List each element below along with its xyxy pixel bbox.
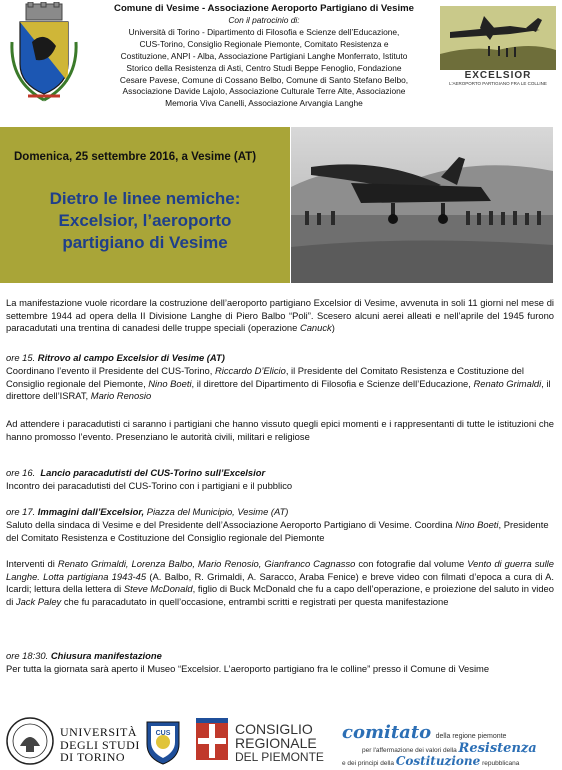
costituzione-word: Costituzione [395,754,481,768]
comitato-word: comitato [342,722,432,743]
patron-line: Memoria Viva Canelli, Associazione Arvangia Langhe [165,98,363,109]
comitato-line [342,754,556,768]
patronage-label: Con il patrocinio di: [228,15,300,25]
consiglio-regionale-name [235,722,324,764]
crp-line: CONSIGLIO [235,721,313,737]
piemonte-flag-icon [193,716,231,766]
operation-name: Canuck [299,322,332,334]
crp-line: DEL PIEMONTE [235,750,324,764]
person-name: Mario Renosio [90,390,152,402]
section-paragraph: Incontro dei paracadutisti del CUS-Torino con i partigiani e il pubblico [6,480,293,491]
section-paragraph: Per tutta la giornata sarà aperto il Museo “Excelsior. L’aeroporto partigiano fra le colline” presso il Comune di Vesime [6,663,490,674]
resistenza-word: Resistenza [458,741,537,756]
patron-line: Università di Torino - Dipartimento di Filosofia e Scienze dell’Educazione, [128,26,400,37]
unito-line: UNIVERSITÀ [60,725,137,739]
text: , il direttore del Dipartimento di Filosofia e Scienze dell’Educazione, [191,377,474,389]
header-block [88,3,440,110]
section-title: Immagini dall’Excelsior, [37,506,145,517]
text: , figlio di Buck McDonald che fu a capo dell’operazione, e proiezione del saluto in video di [6,583,554,608]
text: Interventi di [6,558,58,569]
section-paragraph: Ad attendere i paracadutisti ci saranno i partigiani che hanno vissuto quegli epici momenti e i rappresentanti di tutte le istituzioni che hanno promosso l’evento. Presenziano le autorità civili, militari e religiose [6,418,554,442]
person-name: Jack Paley [15,596,62,608]
intro-text-end: ) [331,322,335,334]
speaker-names: Renato Grimaldi, Lorenza Balbo, Mario Renosio, Gianfranco Cagnasso [57,558,356,569]
person-name: Nino Boeti [148,377,192,389]
patron-line: Associazione Davide Lajolo, Associazione Culturale Terre Alte, Associazione [122,86,406,97]
text: Coordinano l’evento il Presidente del CUS-Torino, [6,365,215,376]
comitato-line: della regione piemonte [435,733,507,740]
section-time: ore 18:30. [6,650,49,661]
unito-line: DEGLI STUDI [60,737,140,752]
event-title-line: Excelsior, l’aeroporto [58,211,232,230]
person-name: Riccardo D’Elicio [214,365,286,376]
header-title: Comune di Vesime - Associazione Aeroporto Partigiano di Vesime [114,3,414,14]
text: (A. Balbo, R. Grimaldi, A. Saracco, Araba Fenice) e breve video con filmati d’epoca a cura di A. Icardi; lettura della lettera di [6,570,555,595]
text: per l'affermazione dei valori della [362,747,457,754]
text: repubblicana [482,760,520,767]
cus-torino-shield-icon [143,716,183,766]
section-heading [6,506,554,519]
section-time: ore 16. [6,467,36,478]
unito-line: DI TORINO [60,750,126,764]
text: che fu paracadutato in quell’occasione, entrambi scritti e registrati per questa manifestazione [61,596,449,608]
event-title-line: Dietro le linee nemiche: [49,189,241,208]
section-title: Lancio paracadutisti del CUS-Torino sull’Excelsior [40,467,266,478]
section-time: ore 17. [6,506,36,517]
person-name: Nino Boeti [455,519,499,530]
book-title: Vento di guerra sulle Langhe. Lotta partigiana 1943-45 [6,558,554,582]
event-date: Domenica, 25 settembre 2016, a Vesime (AT) [14,151,257,163]
event-title-line: partigiano di Vesime [62,233,228,252]
patron-line: Cesare Pavese, Comune di Cossano Belbo, Comune di Santo Stefano Belbo, [119,74,409,85]
text: con fotografie dal volume [355,558,468,569]
comitato-logo [342,722,556,768]
text: , Presidente del Comitato Resistenza e Costituzione del Consiglio regionale del Piemonte [6,519,549,543]
section-heading [6,650,554,663]
section-paragraph [6,519,554,544]
cus-label: CUS [155,730,171,737]
event-title [20,188,270,254]
text: Saluto della sindaca di Vesime e del Presidente dell’Associazione Aeroporto Partigiano di Vesime. Coordina [6,519,456,530]
unito-name [60,726,140,764]
section-time: ore 15. [6,352,36,363]
section-heading [6,352,554,365]
crp-line: REGIONALE [235,735,317,751]
intro-text: La manifestazione vuole ricordare la costruzione dell’aeroporto partigiano Excelsior di Vesime, avvenuta in soli 11 giorni nel mese di settembre 1944 ad opera della II Divisione Langhe di Piero Balbo “Poli”. Scesero alcuni aerei alleati e nell’aprile del 1945 furono paracadutati una trentina di canadesi delle truppe speciali (operazione [6,297,554,334]
historic-airplane-photo [291,127,553,283]
person-name: Renato Grimaldi [473,377,542,389]
vesime-crest-logo [6,2,82,104]
person-name: Steve McDonald [123,583,193,595]
section-heading [6,467,554,480]
text: e dei principi della [342,760,395,767]
patron-line: CUS-Torino, Consiglio Regionale Piemonte, Comitato Resistenza e [139,38,389,49]
logo-text: EXCELSIOR [464,70,532,81]
text: , il Presidente del Comitato Resistenza e Costituzione del Consiglio regionale del Piemonte, [6,365,524,389]
section-paragraph [6,365,554,403]
section-paragraph [6,558,554,609]
patron-line: Costituzione, ANPI - Alba, Associazione Partigiani Langhe Monferrato, Istituto [120,50,408,61]
patron-line: Storico della Resistenza di Asti, Centro Studi Beppe Fenoglio, Fondazione [126,62,402,73]
logo-subtext: L'AEROPORTO PARTIGIANO FRA LE COLLINE [449,81,547,86]
intro-paragraph [6,297,554,335]
section-title: Chiusura manifestazione [50,650,162,661]
section-title: Ritrovo al campo Excelsior di Vesime (AT) [37,352,225,363]
section-place: Piazza del Municipio, Vesime (AT) [144,506,289,517]
text: , il direttore dell’ISRAT, [6,377,551,402]
unito-seal-icon [4,716,56,766]
